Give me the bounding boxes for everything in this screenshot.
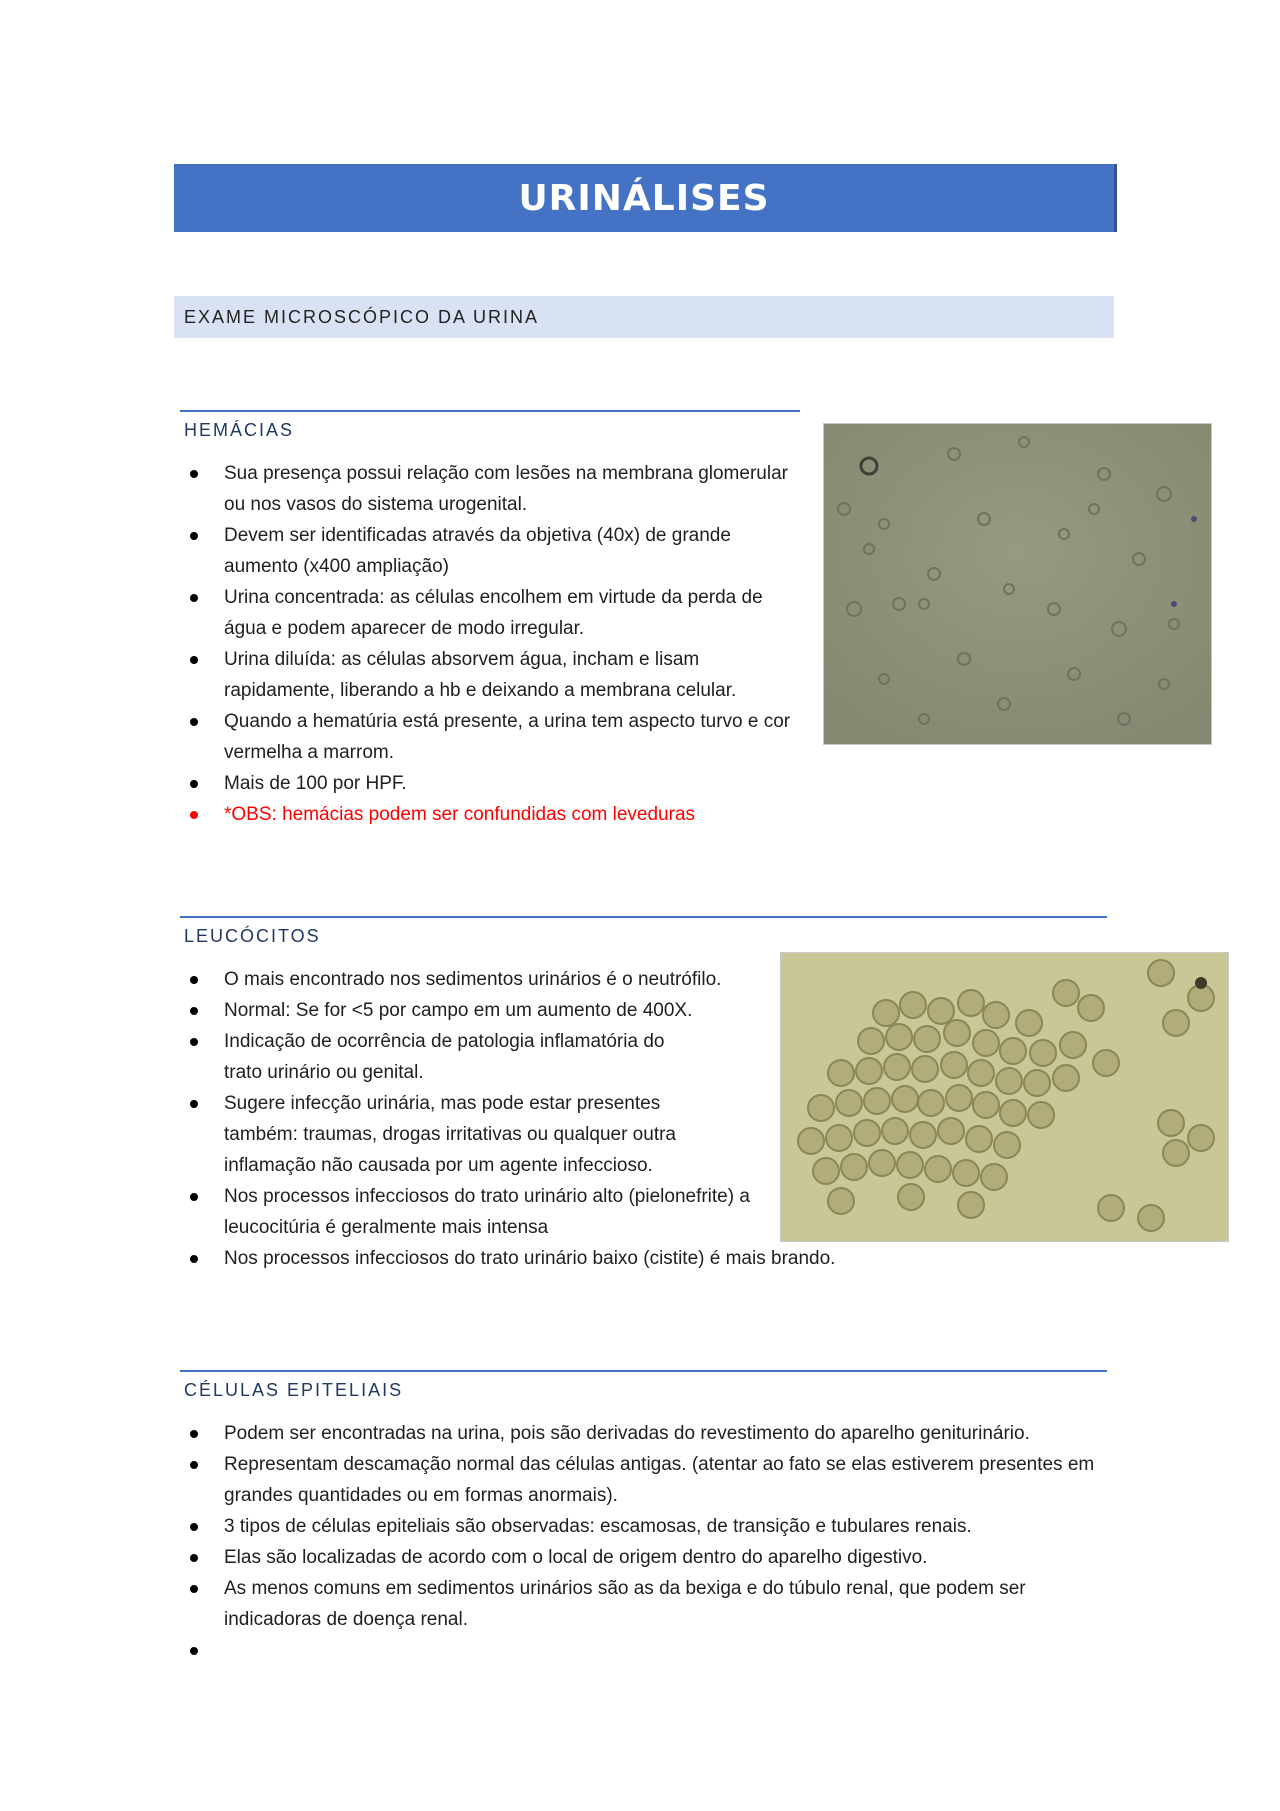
list-item: As menos comuns em sedimentos urinários são as da bexiga e do túbulo renal, que podem ser indicadoras de doença renal. [184, 1573, 1104, 1635]
list-item-empty [184, 1635, 1104, 1666]
section-heading-leucocitos: LEUCÓCITOS [184, 926, 321, 946]
section-divider [180, 1370, 1107, 1372]
list-item: Urina diluída: as células absorvem água, incham e lisam rapidamente, liberando a hb e deixando a membrana celular. [184, 644, 794, 706]
list-item: 3 tipos de células epiteliais são observadas: escamosas, de transição e tubulares renais. [184, 1511, 1104, 1542]
subtitle-banner [174, 296, 1114, 338]
list-item: Podem ser encontradas na urina, pois são derivadas do revestimento do aparelho geniturinário. [184, 1418, 1104, 1449]
section-heading-hemacias: HEMÁCIAS [184, 420, 295, 440]
list-item: Urina concentrada: as células encolhem em virtude da perda de água e podem aparecer de modo irregular. [184, 582, 794, 644]
list-item: Devem ser identificadas através da objetiva (40x) de grande aumento (x400 ampliação) [184, 520, 794, 582]
list-item: O mais encontrado nos sedimentos urinários é o neutrófilo. [184, 964, 784, 995]
list-item: Sugere infecção urinária, mas pode estar presentes também: traumas, drogas irritativas ou qualquer outra inflamação não causada por um agente infeccioso. [184, 1088, 714, 1181]
list-item: Nos processos infecciosos do trato urinário alto (pielonefrite) a leucocitúria é geralmente mais intensa [184, 1181, 774, 1243]
section-heading-epiteliais: CÉLULAS EPITELIAIS [184, 1380, 404, 1400]
page-subtitle: EXAME MICROSCÓPICO DA URINA [184, 306, 540, 327]
section-divider [180, 916, 1107, 918]
wbc-image [781, 953, 1228, 1241]
obs-note: *OBS: hemácias podem ser confundidas com leveduras [184, 799, 794, 830]
epiteliais-list [184, 1418, 1104, 1666]
list-item: Elas são localizadas de acordo com o local de origem dentro do aparelho digestivo. [184, 1542, 1104, 1573]
list-item: Quando a hematúria está presente, a urina tem aspecto turvo e cor vermelha a marrom. [184, 706, 794, 768]
red-blood-cells-micrograph [823, 423, 1212, 745]
list-item: Mais de 100 por HPF. [184, 768, 794, 799]
page-title: URINÁLISES [518, 177, 770, 219]
rbc-image [824, 424, 1211, 744]
list-item: Sua presença possui relação com lesões na membrana glomerular ou nos vasos do sistema urogenital. [184, 458, 794, 520]
white-blood-cells-micrograph [780, 952, 1229, 1242]
list-item: Nos processos infecciosos do trato urinário baixo (cistite) é mais brando. [184, 1243, 1104, 1274]
list-item: Indicação de ocorrência de patologia inflamatória do trato urinário ou genital. [184, 1026, 674, 1088]
list-item: Representam descamação normal das células antigas. (atentar ao fato se elas estiverem presentes em grandes quantidades ou em formas anormais). [184, 1449, 1104, 1511]
list-item: Normal: Se for <5 por campo em um aumento de 400X. [184, 995, 784, 1026]
hemacias-list [184, 458, 794, 830]
title-banner [174, 164, 1117, 232]
section-divider [180, 410, 800, 412]
